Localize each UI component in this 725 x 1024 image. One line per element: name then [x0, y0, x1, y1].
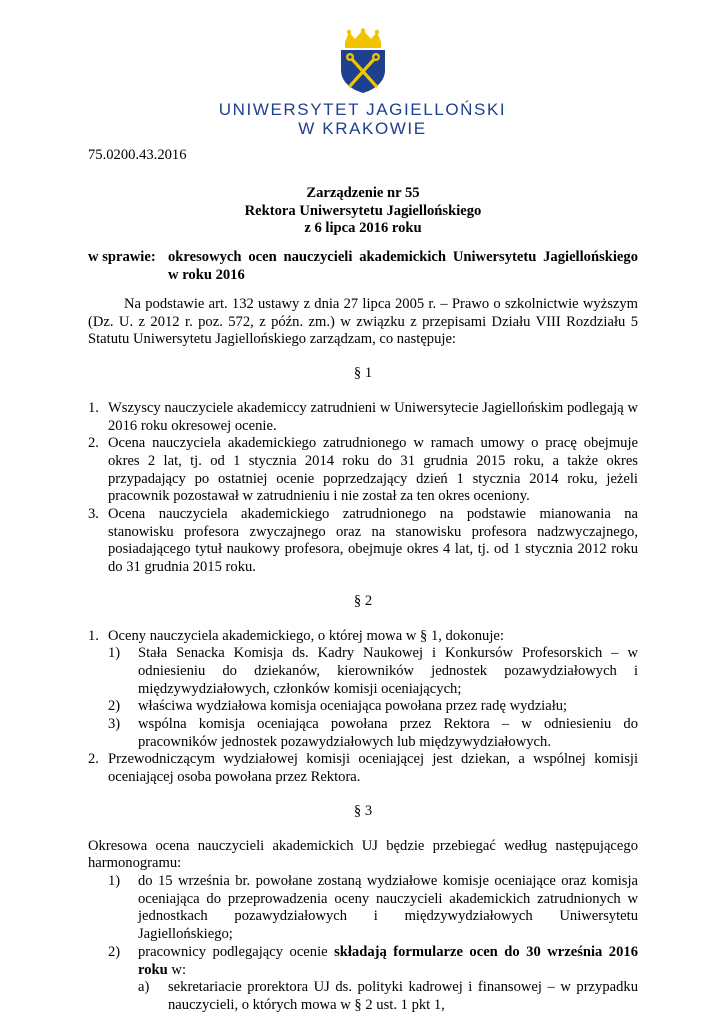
sublist-item-text-before: pracownicy podlegający ocenie: [138, 943, 335, 960]
section-3-sublist: [108, 873, 638, 979]
section-3-intro: Okresowa ocena nauczycieli akademickich UJ będzie przebiegać według następującego harmonogramu:: [88, 837, 638, 872]
alpha-item-text: sekretariacie prorektora UJ ds. polityki kadrowej i finansowej – w przypadku nauczycieli, o których mowa w § 2 ust. 1 pkt 1,: [168, 979, 638, 1013]
sublist-item-number: 2): [108, 943, 121, 960]
sublist-item: [108, 716, 638, 751]
university-name-line1: UNIWERSYTET JAGIELLOŃSKI: [218, 100, 507, 119]
sublist-item: [108, 944, 638, 979]
list-item-number: 2.: [88, 751, 99, 768]
title-line2: Rektora Uniwersytetu Jagiellońskiego: [244, 202, 482, 219]
subject-line1: okresowych ocen nauczycieli akademickich Uniwersytetu Jagiellońskiego: [168, 249, 638, 265]
sublist-item: [108, 698, 638, 716]
sublist-item: [108, 645, 638, 698]
list-item: [88, 435, 638, 506]
list-item: [88, 506, 638, 577]
list-item-number: 1.: [88, 399, 99, 416]
university-name-line2: W KRAKOWIE: [298, 119, 427, 138]
list-item-number: 1.: [88, 627, 99, 644]
list-item-text: Ocena nauczyciela akademickiego zatrudnionego na podstawie mianowania na stanowisku profesora zwyczajnego oraz na stanowisku profesora nadzwyczajnego, posiadającego tytuł naukowy profesora, obejmuje okres 4 lat, tj. od 1 stycznia 2012 roku do 31 grudnia 2015 roku.: [108, 506, 638, 576]
list-item: [88, 400, 638, 435]
section-2-list: [88, 628, 638, 646]
list-item-text: Przewodniczącym wydziałowej komisji oceniającej jest dziekan, a wspólnej komisji oceniającej osoba powołana przez Rektora.: [108, 751, 638, 786]
alpha-item-letter: a): [138, 979, 150, 996]
sublist-item-text: Stała Senacka Komisja ds. Kadry Naukowej i Konkursów Profesorskich – w odniesieniu do dziekanów, kierowników jednostek pozawydziałowych i międzywydziałowych, członków komisji oceniających;: [138, 645, 638, 697]
list-item: [88, 628, 638, 646]
section-2-list-cont: [88, 751, 638, 786]
subject-prefix: w sprawie:: [88, 249, 156, 265]
sublist-item-text: do 15 września br. powołane zostaną wydziałowe komisje oceniające oraz komisja oceniająca do przeprowadzenia oceny nauczycieli akademickich zatrudnionych w jednostkach pozawydziałowych i międzywydziałowych Uniwersytetu Jagiellońskiego;: [138, 872, 638, 943]
title-line1: Zarządzenie nr 55: [306, 185, 420, 201]
university-name: [0, 100, 725, 138]
sublist-item-number: 1): [108, 872, 121, 889]
section-1-list: [88, 400, 638, 577]
list-item-text: Wszyscy nauczyciele akademiccy zatrudnieni w Uniwersytecie Jagiellońskim podlegają w 2016 roku okresowej ocenie.: [108, 399, 638, 434]
section-heading-3: § 3: [353, 802, 373, 819]
section-2-sublist: [108, 645, 638, 751]
subject-line2: w roku 2016: [168, 266, 245, 283]
list-item-number: 3.: [88, 506, 99, 523]
intro-paragraph: Na podstawie art. 132 ustawy z dnia 27 lipca 2005 r. – Prawo o szkolnictwie wyższym (Dz. U. z 2012 r. poz. 572, z późn. zm.) w związku z przepisami Działu VIII Rozdziału 5 Statutu Uniwersytetu Jagiellońskiego zarządzam, co następuje:: [88, 296, 638, 348]
list-item: [88, 751, 638, 786]
sublist-item-deadline: składają formularze ocen do 30 września 2016 roku: [138, 943, 638, 978]
sublist-item-text: właściwa wydziałowa komisja oceniająca powołana przez radę wydziału;: [138, 698, 568, 715]
document-subject: [88, 249, 638, 284]
sublist-item-number: 3): [108, 716, 121, 733]
list-item-text: Ocena nauczyciela akademickiego zatrudnionego w ramach umowy o pracę obejmuje okres 2 lat, tj. od 1 stycznia 2014 roku do 31 grudnia 2015 roku, a także okres przypadający po ostatniej ocenie poprzedzający dzień 1 stycznia 2014 roku, jeżeli pracownik pozostawał w zatrudnieniu i nie został za ten okres oceniony.: [108, 435, 638, 505]
alpha-item: [138, 979, 638, 1014]
sublist-item-text: wspólna komisja oceniająca powołana przez Rektora – w odniesieniu do pracowników jednostek pozawydziałowych lub międzywydziałowych.: [138, 716, 638, 750]
title-line3: z 6 lipca 2016 roku: [304, 220, 422, 237]
section-heading-1: § 1: [353, 365, 373, 382]
sublist-item-text-after: w:: [167, 961, 186, 978]
jagiellonian-university-crest-icon: [331, 28, 395, 94]
section-heading-2: § 2: [353, 592, 373, 609]
document-title: [88, 185, 638, 238]
university-logo: [0, 28, 725, 138]
sublist-item-number: 1): [108, 645, 121, 662]
sublist-item: [108, 873, 638, 944]
document-body: [88, 296, 638, 1015]
list-item-number: 2.: [88, 435, 99, 452]
section-3-alpha-list: [138, 979, 638, 1014]
document-signature: 75.0200.43.2016: [88, 147, 187, 163]
list-item-text: Oceny nauczyciela akademickiego, o której mowa w § 1, dokonuje:: [108, 627, 504, 644]
sublist-item-number: 2): [108, 698, 121, 715]
